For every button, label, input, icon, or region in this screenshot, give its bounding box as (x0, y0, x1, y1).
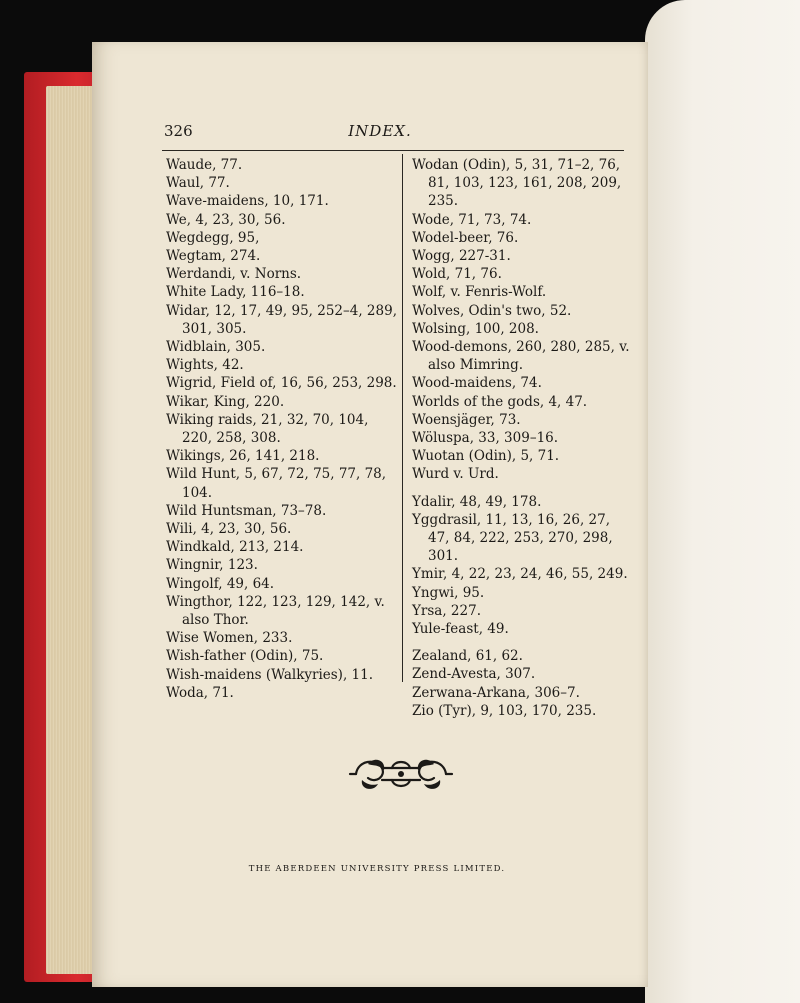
index-entry: Waul, 77. (166, 175, 230, 192)
index-entry: Wold, 71, 76. (412, 266, 502, 283)
printer-imprint: THE ABERDEEN UNIVERSITY PRESS LIMITED. (248, 864, 506, 874)
index-entry: Wolves, Odin's two, 52. (412, 302, 572, 319)
index-entry: Wuotan (Odin), 5, 71. (412, 448, 560, 465)
index-entry: Werdandi, v. Norns. (166, 266, 302, 283)
index-entry: Wigrid, Field of, 16, 56, 253, 298. (166, 375, 397, 392)
index-entry: Zerwana-Arkana, 306–7. (412, 684, 580, 701)
index-entry: Wise Women, 233. (166, 630, 293, 647)
column-divider (402, 154, 403, 682)
index-entry: Worlds of the gods, 4, 47. (412, 393, 588, 410)
index-entry: Wili, 4, 23, 30, 56. (166, 521, 292, 538)
index-entry: Wegtam, 274. (166, 248, 261, 265)
facing-page (645, 0, 800, 1003)
index-column-right (412, 156, 634, 720)
index-entry: Wish-maidens (Walkyries), 11. (166, 666, 374, 683)
index-entry: Wood-demons, 260, 280, 285, v. also Mimring. (412, 339, 630, 374)
index-entry: Wingthor, 122, 123, 129, 142, v. also Thor. (166, 593, 385, 629)
index-entry: We, 4, 23, 30, 56. (166, 211, 286, 228)
index-entry: Wights, 42. (166, 357, 244, 374)
index-entry: White Lady, 116–18. (166, 284, 305, 301)
index-entry: Zio (Tyr), 9, 103, 170, 235. (412, 702, 597, 719)
index-entry: Zealand, 61, 62. (412, 648, 523, 665)
index-entry: Wild Hunt, 5, 67, 72, 75, 77, 78, 104. (166, 466, 387, 501)
decorative-ornament-icon (348, 750, 454, 796)
index-entry: Wish-father (Odin), 75. (166, 648, 324, 665)
index-entry: Wild Huntsman, 73–78. (166, 502, 327, 519)
index-entry: Windkald, 213, 214. (166, 539, 304, 556)
index-entry: Woensjäger, 73. (412, 411, 521, 428)
page-header (92, 122, 648, 146)
index-column-left (166, 156, 398, 702)
index-entry: Ymir, 4, 22, 23, 24, 46, 55, 249. (412, 566, 628, 583)
index-entry: Yrsa, 227. (412, 602, 481, 619)
index-entry: Wiking raids, 21, 32, 70, 104, 220, 258, 308. (166, 411, 369, 447)
index-entry: Wood-maidens, 74. (412, 375, 542, 392)
index-entry: Wöluspa, 33, 309–16. (412, 430, 559, 447)
page-number: 326 (164, 122, 193, 140)
index-entry: Wingolf, 49, 64. (166, 575, 275, 592)
index-entry: Wegdegg, 95, (166, 229, 260, 246)
header-rule (162, 150, 624, 151)
index-entry: Widblain, 305. (166, 339, 266, 356)
index-entry: Waude, 77. (166, 157, 243, 173)
index-entry: Wingnir, 123. (166, 557, 258, 574)
book-page (92, 42, 648, 987)
index-entry: Yngwi, 95. (412, 584, 485, 601)
index-entry: Yule-feast, 49. (412, 621, 509, 638)
index-entry: Ydalir, 48, 49, 178. (412, 493, 542, 510)
index-entry: Wikar, King, 220. (166, 393, 285, 410)
index-entry: Widar, 12, 17, 49, 95, 252–4, 289, 301, 305. (166, 302, 397, 337)
index-entry: Wode, 71, 73, 74. (412, 211, 532, 228)
index-entry: Woda, 71. (166, 684, 234, 701)
running-title: INDEX. (348, 122, 412, 140)
index-entry: Wurd v. Urd. (412, 466, 499, 483)
index-entry: Wolf, v. Fenris-Wolf. (412, 284, 547, 301)
index-entry: Wodan (Odin), 5, 31, 71–2, 76, 81, 103, 123, 161, 208, 209, 235. (412, 157, 622, 210)
index-entry: Yggdrasil, 11, 13, 16, 26, 27, 47, 84, 222, 253, 270, 298, 301. (412, 511, 613, 565)
index-entry: Wogg, 227-31. (412, 248, 511, 265)
index-entry: Wolsing, 100, 208. (412, 320, 539, 337)
index-entry: Wodel-beer, 76. (412, 229, 519, 246)
index-entry: Wikings, 26, 141, 218. (166, 448, 320, 465)
index-entry: Zend-Avesta, 307. (412, 666, 536, 683)
index-entry: Wave-maidens, 10, 171. (166, 193, 329, 210)
